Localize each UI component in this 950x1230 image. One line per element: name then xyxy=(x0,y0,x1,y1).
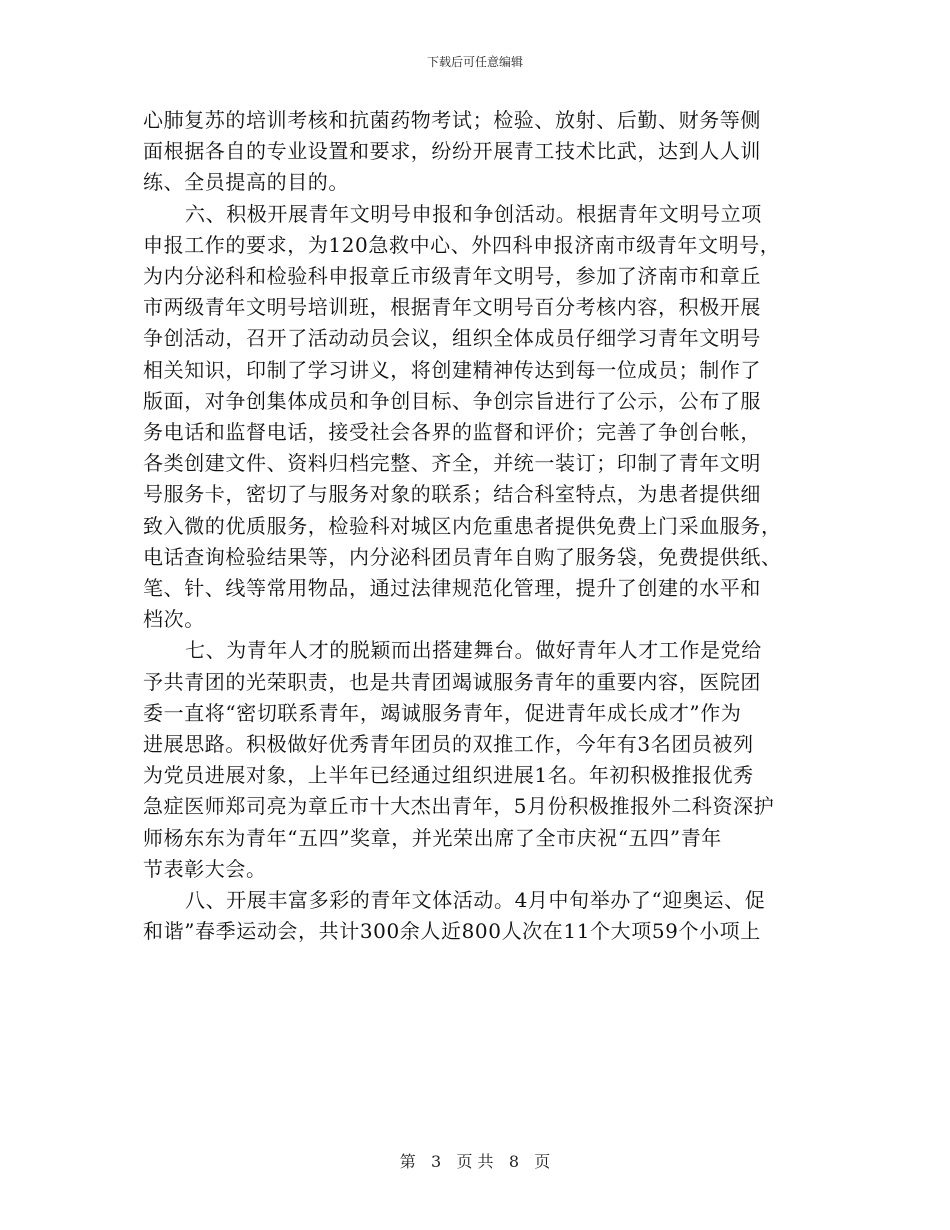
body-line: 档次。 xyxy=(143,607,205,632)
body-line: 为内分泌科和检验科申报章丘市级青年文明号，参加了济南市和章丘 xyxy=(143,264,761,289)
body-line: 电话查询检验结果等，内分泌科团员青年自购了服务袋，免费提供纸、 xyxy=(143,544,782,569)
body-line: 市两级青年文明号培训班，根据青年文明号百分考核内容，积极开展 xyxy=(143,295,761,320)
paragraph-start-line: 七、为青年人才的脱颖而出搭建舞台。做好青年人才工作是党给 xyxy=(185,638,762,663)
page-label-suffix: 页 xyxy=(534,1152,551,1171)
body-line: 予共青团的光荣职责，也是共青团竭诚服务青年的重要内容，医院团 xyxy=(143,669,761,694)
body-line: 为党员进展对象，上半年已经通过组织进展1名。年初积极推报优秀 xyxy=(143,763,754,788)
body-line: 相关知识，印制了学习讲义，将创建精神传达到每一位成员；制作了 xyxy=(143,357,761,382)
body-line: 各类创建文件、资料归档完整、齐全，并统一装订；印制了青年文明 xyxy=(143,451,761,476)
current-page-number: 3 xyxy=(430,1152,442,1171)
document-body xyxy=(143,105,813,947)
body-line: 师杨东东为青年“五四”奖章，并光荣出席了全市庆祝“五四”青年 xyxy=(143,825,722,850)
body-line: 争创活动，召开了活动动员会议，组织全体成员仔细学习青年文明号 xyxy=(143,326,761,351)
body-line: 心肺复苏的培训考核和抗菌药物考试；检验、放射、后勤、财务等侧 xyxy=(143,108,761,132)
body-line: 和谐”春季运动会，共计300余人近800人次在11个大项59个小项上 xyxy=(143,919,761,944)
body-line: 笔、针、线等常用物品，通过法律规范化管理，提升了创建的水平和 xyxy=(143,576,761,601)
body-line: 务电话和监督电话，接受社会各界的监督和评价；完善了争创台帐， xyxy=(143,420,761,445)
body-line: 委一直将“密切联系青年，竭诚服务青年，促进青年成长成才”作为 xyxy=(143,700,742,725)
body-line: 练、全员提高的目的。 xyxy=(143,170,349,195)
body-line: 进展思路。积极做好优秀青年团员的双推工作，今年有3名团员被列 xyxy=(143,732,754,757)
paragraph-start-line: 六、积极开展青年文明号申报和争创活动。根据青年文明号立项 xyxy=(185,201,762,226)
paragraph-start-line: 八、开展丰富多彩的青年文体活动。4月中旬举办了“迎奥运、促 xyxy=(185,888,766,913)
page-label-mid: 页 共 xyxy=(456,1152,494,1171)
page-footer xyxy=(0,1152,950,1172)
total-pages-number: 8 xyxy=(508,1152,520,1171)
page-header-note: 下载后可任意编辑 xyxy=(426,55,523,69)
body-line: 面根据各自的专业设置和要求，纷纷开展青工技术比武，达到人人训 xyxy=(143,139,761,164)
body-line: 致入微的优质服务，检验科对城区内危重患者提供免费上门采血服务， xyxy=(143,513,782,538)
body-line: 号服务卡，密切了与服务对象的联系；结合科室特点，为患者提供细 xyxy=(143,482,761,507)
body-line: 急症医师郑司亮为章丘市十大杰出青年，5月份积极推报外二科资深护 xyxy=(143,794,775,819)
page-label-prefix: 第 xyxy=(399,1152,416,1171)
body-line: 版面，对争创集体成员和争创目标、争创宗旨进行了公示，公布了服 xyxy=(143,388,761,413)
body-line: 节表彰大会。 xyxy=(143,856,267,881)
body-line: 申报工作的要求，为120急救中心、外四科申报济南市级青年文明号， xyxy=(143,232,781,257)
